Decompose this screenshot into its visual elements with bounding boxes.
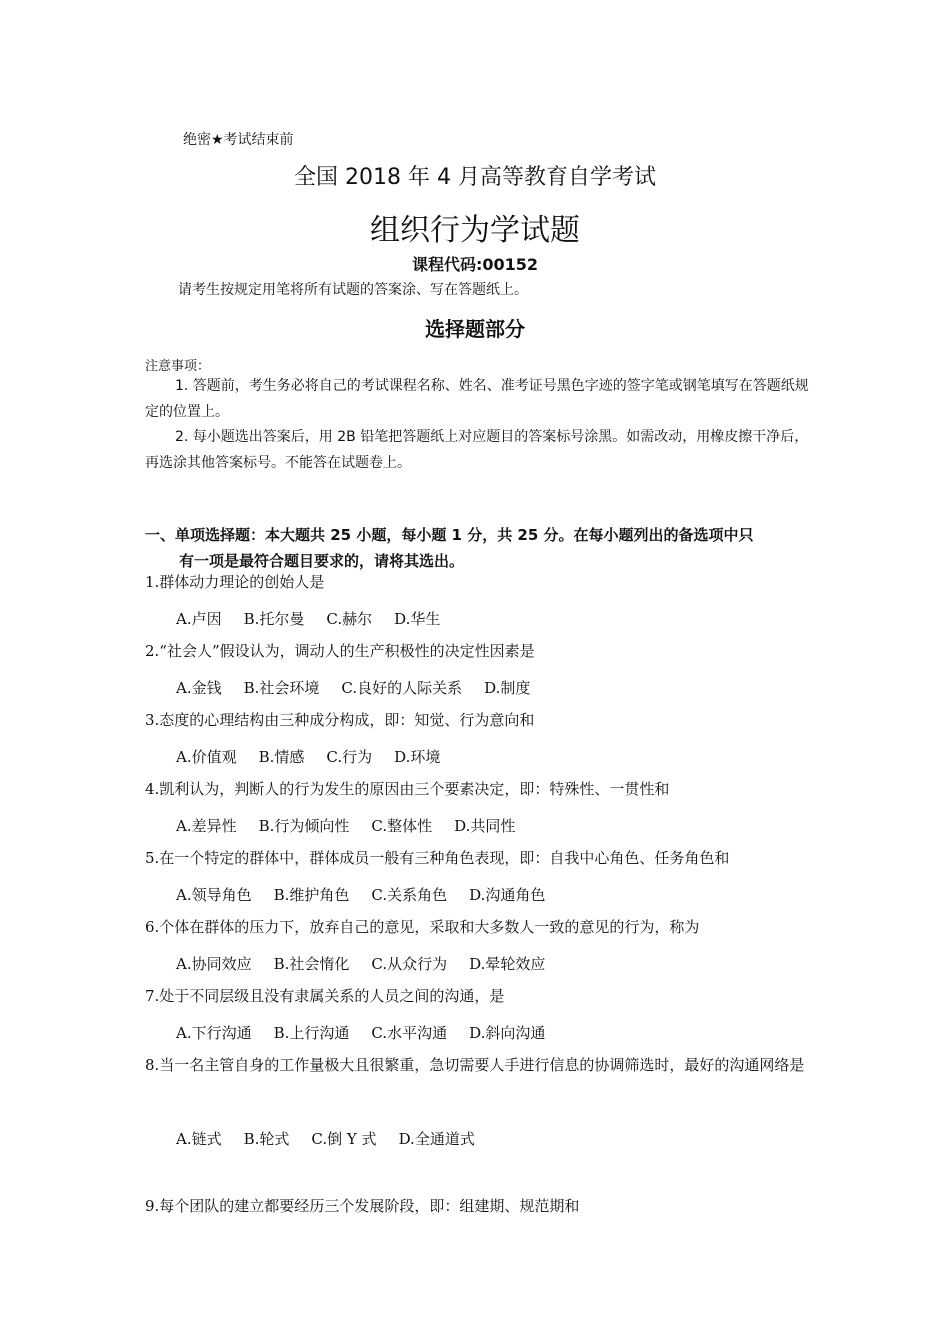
options-6 bbox=[176, 953, 567, 974]
option-b: B.托尔曼 bbox=[243, 610, 305, 628]
option-d: D.华生 bbox=[394, 610, 441, 628]
option-d: D.环境 bbox=[394, 748, 441, 766]
option-c: C.良好的人际关系 bbox=[341, 679, 463, 697]
option-c: C.行为 bbox=[326, 748, 373, 766]
question-5: 5.在一个特定的群体中，群体成员一般有三种角色表现，即：自我中心角色、任务角色和 bbox=[145, 849, 730, 867]
question-6: 6.个体在群体的压力下，放弃自己的意见，采取和大多数人一致的意见的行为，称为 bbox=[145, 918, 700, 936]
option-b: B.社会环境 bbox=[243, 679, 320, 697]
option-d: D.斜向沟通 bbox=[469, 1024, 546, 1042]
option-a: A.卢因 bbox=[176, 610, 222, 628]
option-c: C.倒 Y 式 bbox=[311, 1130, 377, 1148]
note-item: 2. 每小题选出答案后，用 2B 铅笔把答题纸上对应题目的答案标号涂黑。如需改动，用橡皮擦干净后，再选涂其他答案标号。不能答在试题卷上。 bbox=[145, 429, 809, 471]
option-a: A.领导角色 bbox=[176, 886, 252, 904]
option-b: B.情感 bbox=[258, 748, 305, 766]
option-c: C.赫尔 bbox=[326, 610, 373, 628]
course-code: 课程代码:00152 bbox=[411, 255, 539, 274]
option-a: A.差异性 bbox=[176, 817, 237, 835]
section-title: 选择题部分 bbox=[425, 317, 525, 341]
notes-heading: 注意事项： bbox=[145, 359, 211, 374]
option-a: A.链式 bbox=[176, 1130, 222, 1148]
question-9: 9.每个团队的建立都要经历三个发展阶段，即：组建期、规范期和 bbox=[145, 1197, 580, 1215]
option-c: C.整体性 bbox=[371, 817, 433, 835]
options-7 bbox=[176, 1022, 567, 1043]
question-3: 3.态度的心理结构由三种成分构成，即：知觉、行为意向和 bbox=[145, 711, 535, 729]
question-1: 1.群体动力理论的创始人是 bbox=[145, 573, 325, 591]
option-b: B.社会惰化 bbox=[273, 955, 350, 973]
options-4 bbox=[176, 815, 537, 836]
option-c: C.水平沟通 bbox=[371, 1024, 448, 1042]
question-7: 7.处于不同层级且没有隶属关系的人员之间的沟通，是 bbox=[145, 987, 505, 1005]
option-b: B.维护角色 bbox=[273, 886, 350, 904]
options-5 bbox=[176, 884, 567, 905]
option-d: D.制度 bbox=[484, 679, 531, 697]
part-heading-line1: 一、单项选择题：本大题共 25 小题，每小题 1 分，共 25 分。在每小题列出的备选项中只 bbox=[145, 526, 754, 544]
part-heading-line2: 有一项是最符合题目要求的，请将其选出。 bbox=[179, 552, 465, 570]
question-8: 8.当一名主管自身的工作量极大且很繁重，急切需要人手进行信息的协调筛选时，最好的沟通网络是 bbox=[145, 1056, 805, 1074]
options-2 bbox=[176, 677, 552, 698]
option-a: A.价值观 bbox=[176, 748, 237, 766]
option-d: D.共同性 bbox=[454, 817, 516, 835]
answer-instruction: 请考生按规定用笔将所有试题的答案涂、写在答题纸上。 bbox=[178, 282, 528, 298]
option-d: D.全通道式 bbox=[398, 1130, 475, 1148]
option-b: B.行为倾向性 bbox=[258, 817, 350, 835]
note-item: 1. 答题前，考生务必将自己的考试课程名称、姓名、准考证号黑色字迹的签字笔或钢笔填写在答题纸规定的位置上。 bbox=[145, 378, 809, 420]
option-d: D.晕轮效应 bbox=[469, 955, 546, 973]
option-c: C.从众行为 bbox=[371, 955, 448, 973]
option-a: A.金钱 bbox=[176, 679, 222, 697]
option-d: D.沟通角色 bbox=[469, 886, 546, 904]
option-a: A.下行沟通 bbox=[176, 1024, 252, 1042]
exam-title: 全国 2018 年 4 月高等教育自学考试 bbox=[294, 165, 656, 190]
confidential-mark: 绝密★考试结束前 bbox=[183, 132, 294, 148]
option-b: B.上行沟通 bbox=[273, 1024, 350, 1042]
options-8 bbox=[176, 1128, 497, 1149]
options-1 bbox=[176, 608, 462, 629]
options-3 bbox=[176, 746, 462, 767]
option-b: B.轮式 bbox=[243, 1130, 290, 1148]
question-2: 2.“社会人”假设认为，调动人的生产积极性的决定性因素是 bbox=[145, 642, 535, 660]
option-c: C.关系角色 bbox=[371, 886, 448, 904]
paper-title: 组织行为学试题 bbox=[370, 213, 580, 248]
option-a: A.协同效应 bbox=[176, 955, 252, 973]
question-4: 4.凯利认为，判断人的行为发生的原因由三个要素决定，即：特殊性、一贯性和 bbox=[145, 780, 670, 798]
